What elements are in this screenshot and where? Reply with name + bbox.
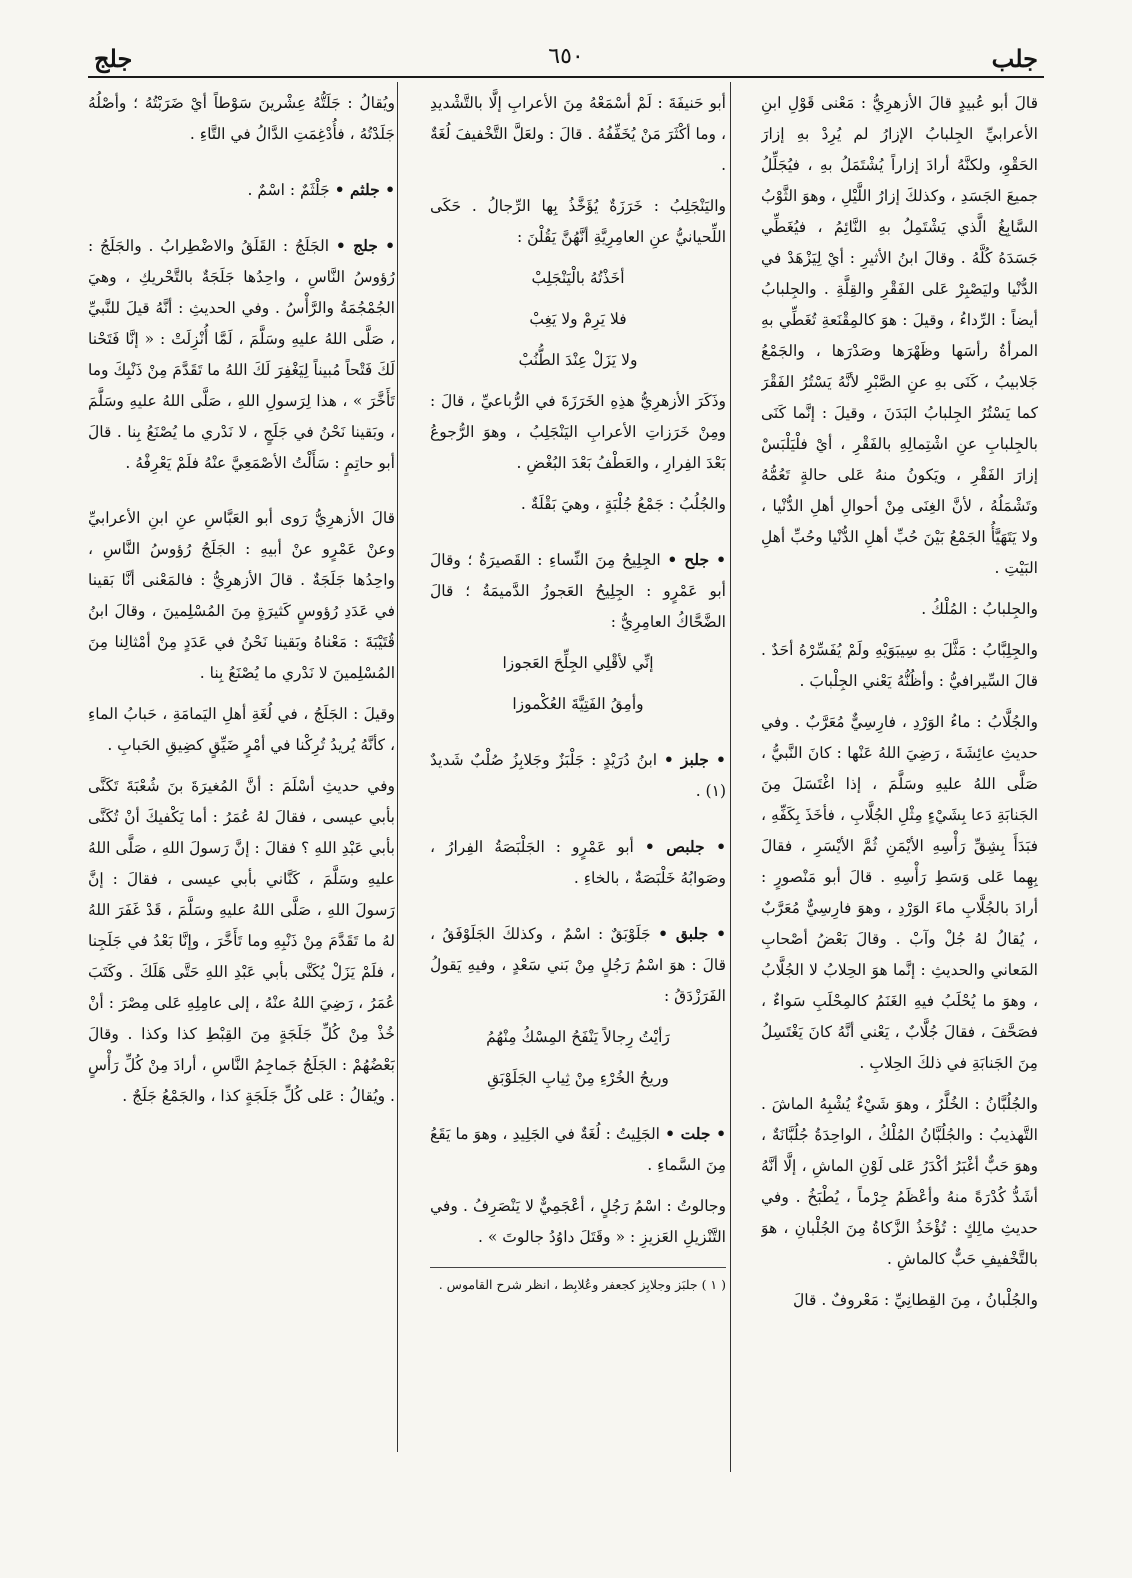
verse-line: رَأيْتُ رِجالاً يَنْفَحُ المِسْكُ مِنْهُمُ (486, 1028, 670, 1046)
footnote: ( ١ ) جلبَز وجلابِز كجعفر وعُلابِط ، انظر شرح القاموس . (430, 1267, 726, 1296)
column-middle (430, 88, 726, 1473)
entry-jlbz: • جلبز • ابنُ دُرَيْدٍ : جَلْبَزٌ وجَلابِزُ صُلْبٌ شَديدٌ (١) . (430, 750, 726, 800)
paragraph: واليَنْجَلِبُ : خَرَزَةٌ يُؤَخَّذُ بِها الرِّجالُ . حَكَى اللِّحيانيُّ عنِ العامِرِيَّةِ أنَّهُنَّ يَقُلْنَ : (430, 197, 726, 246)
running-headword-left: جلج (94, 44, 133, 73)
entry-jlbs: • جلبص • أبو عَمْرٍو : الجَلْبَصَةُ الفِرارُ ، وصَوابُهُ خَلْبَصَةٌ ، بالخاءِ . (430, 837, 726, 887)
entry-jlbq: • جلبق • جَلَوْبَقٌ : اسْمٌ ، وكذلكَ الجَلَوْفَقُ ، قالَ : هوَ اسْمُ رَجُلٍ مِنْ بَني سَعْدٍ ، وفيهِ يَقولُ الفَرَزْدَقُ : (430, 924, 726, 1005)
column-left (88, 88, 395, 1473)
entry-jlthm: • جلثم • جَلْثَمٌ : اسْمٌ . (247, 180, 395, 199)
entry-headword: • جلبص • (644, 837, 726, 856)
verse-line: ولا يَزَلْ عِنْدَ الطُّنُبْ (518, 351, 638, 369)
running-headword-right: جلب (991, 44, 1038, 73)
entry-headword: • جلت • (665, 1124, 726, 1143)
paragraph: وجالوتُ : اسْمُ رَجُلٍ ، أعْجَمِيٌّ لا يَنْصَرِفُ . وفي التَّنْزيلِ العَزيزِ : « وقَتَلَ داوُدُ جالوتَ » . (430, 1197, 726, 1246)
column-rule-left (397, 82, 398, 1452)
verse-line: إنِّي لأقْلِي الجِلِّحَ العَجوزا (502, 654, 654, 672)
verse-line: وريحُ الخُرْءِ مِنْ ثِيابِ الجَلَوْبَقِ (487, 1069, 669, 1087)
paragraph: والجُلُبُ : جَمْعُ جُلْبَةٍ ، وهيَ بَقْلَةٌ . (520, 495, 726, 513)
entry-jlt: • جلت • الجَلِيتُ : لُغَةٌ في الجَلِيدِ ، وهوَ ما يَقَعُ مِنَ السَّماءِ . (430, 1124, 726, 1174)
entry-headword: • جلبق • (658, 924, 726, 943)
paragraph: والجُلَّابُ : ماءُ الوَرْدِ ، فارِسِيٌّ مُعَرَّبٌ . وفي حديثِ عائِشَةَ ، رَضِيَ اللهُ عَنْها : كانَ النَّبيُّ ، صَلَّى اللهُ عليهِ وسَلَّمَ ، إذا اغْتَسَلَ مِنَ الجَنابَةِ دَعا بِشَيْءٍ مِثْلِ الجُلَّابِ ، فأخَذَ بِكَفِّهِ ، فبَدَأَ بِشِقِّ رَأْسِهِ الأيْمَنِ ثُمَّ الأيْسَرِ ، فقالَ بِهِما عَلى وَسَطِ رَأْسِهِ . قالَ أبو مَنْصورٍ : أرادَ بالجُلَّابِ ماءَ الوَرْدِ ، وهوَ فارِسِيٌّ مُعَرَّبٌ ، يُقالُ لهُ جُلْ وآبْ . وقالَ بَعْضُ أصْحابِ المَعاني والحديثِ : إنَّما هوَ الحِلابُ لا الجُلَّابُ ، وهوَ ما يُحْلَبُ فيهِ الغَنَمُ كالمِحْلَبِ سَواءٌ ، فصَحَّفَ ، فقالَ جُلَّابٌ ، يَعْني أنَّهُ كانَ يَغْتَسِلُ مِنَ الجَنابَةِ في ذلكَ الحِلابِ . (761, 713, 1038, 1072)
paragraph: والجُلْبانُ ، مِنَ القِطانِيِّ : مَعْروفٌ . قالَ (793, 1291, 1038, 1309)
verse-line: فلا يَرِمْ ولا يَغِبْ (529, 310, 627, 328)
paragraph: قالَ أبو عُبيدٍ قالَ الأزهرِيُّ : مَعْنى قَوْلِ ابنِ الأعرابيِّ الجِلبابُ الإزارُ لم يُرِدْ بهِ إزارَ الحَقْوِ، ولكنَّهُ أرادَ إزاراً يُشْتَمَلُ بهِ ، فيُجَلِّلُ جميعَ الجَسَدِ ، وكذلكَ إزارُ اللَّيْلِ ، وهوَ الثَّوْبُ السَّابِغُ الَّذي يَشْتَمِلُ بهِ النَّائِمُ ، فيُغَطِّي جَسَدَهُ كُلَّهُ . وقالَ ابنُ الأثيرِ : أيْ لِيَزْهَدْ في الدُّنْيا وليَصْبِرْ عَلى الفَقْرِ والقِلَّةِ . والجِلبابُ أيضاً : الرِّداءُ ، وقيلَ : هوَ كالمِقْنَعةِ تُغَطِّي بهِ المرأةُ رأسَها وظَهْرَها وصَدْرَها ، والجَمْعُ جَلابيبُ ، كَنَى بهِ عنِ الصَّبْرِ لأنَّهُ يَسْتُرُ الفَقْرَ كما يَسْتُرُ الجِلبابُ البَدَنَ ، وقيلَ : إنَّما كَنَى بالجِلبابِ عنِ اشْتِمالِهِ بالفَقْرِ ، أيْ فلْيَلْبَسْ إزارَ الفَقْرِ ، ويَكونُ منهُ عَلى حالةٍ تَعُمُّهُ وتَشْمَلُهُ ، لأنَّ الغِنَى مِنْ أحوالِ أهلِ الدُّنْيا ، ولا يَتَهَيَّأُ الجَمْعُ بَيْنَ حُبِّ أهلِ الدُّنْيا وحُبِّ أهلِ البَيْتِ . (761, 94, 1038, 577)
paragraph: ويُقالُ : جَلَتُّهُ عِشْرينَ سَوْطاً أيْ ضَرَبْتُهُ ؛ وأصْلُهُ جَلَدْتُهُ ، فأُدْغِمَتِ الدَّالُ في التَّاءِ . (88, 94, 395, 143)
verse-line: وأمِقُ الفَتِيَّةَ العُكْموزا (512, 695, 644, 713)
entry-jlj: • جلج • الجَلَجُ : القَلَقُ والاضْطِرابُ . والجَلَجُ : رُؤوسُ النَّاسِ ، واحِدُها جَلَجَةٌ بالتَّحْريكِ ، وهيَ الجُمْجُمَةُ والرَّأْسُ . وفي الحديثِ : أنَّهُ قيلَ للنَّبيِّ ، صَلَّى اللهُ عليهِ وسَلَّمَ ، لَمَّا أُنْزِلَتْ : « إنَّا فَتَحْنا لَكَ فَتْحاً مُبيناً لِيَغْفِرَ لَكَ اللهُ ما تَقَدَّمَ مِنْ ذَنْبِكَ وما تَأَخَّرَ » ، هذا لِرَسولِ اللهِ ، صَلَّى اللهُ عليهِ وسَلَّمَ ، وبَقينا نَحْنُ في جَلَجٍ ، لا نَدْري ما يُصْنَعُ بِنا . قالَ أبو حاتِمٍ : سَأَلْتُ الأصْمَعِيَّ عنْهُ فلَمْ يَعْرِفْهُ . (88, 236, 395, 472)
paragraph: والجِلبابُ : المُلْكُ . (921, 600, 1038, 618)
paragraph: والجُلُبَّانُ : الخُلَّرُ ، وهوَ شَيْءٌ يُشْبِهُ الماشَ . التَّهذيبُ : والجُلُبَّانُ المُلْكُ ، الواحِدَةُ جُلُبَّانَةٌ ، وهوَ حَبٌّ أغْبَرُ أكْدَرُ عَلى لَوْنِ الماشِ ، إلَّا أنَّهُ أشَدُّ كُدْرَةً منهُ وأعْظَمُ جِرْماً ، يُطْبَخُ . وفي حديثِ مالِكٍ : تُؤْخَذُ الزَّكاةُ مِنَ الجُلْبانِ ، هوَ بالتَّخْفيفِ حَبٌّ كالماشِ . (761, 1095, 1038, 1268)
entry-jlh: • جلح • الجِلِيحُ مِنَ النِّساءِ : القَصيرَةُ ؛ وقالَ أبو عَمْرٍو : الجِلِيحُ العَجوزُ الدَّميمَةُ ؛ قالَ الضَّحَّاكُ العامِرِيُّ : (430, 550, 726, 631)
entry-headword: • جلح • (667, 550, 726, 569)
page-number: ٦٥٠ (548, 44, 584, 69)
paragraph: والجِلِبَّابُ : مَثَّلَ بهِ سِيبَوَيْهِ ولَمْ يُفَسِّرْهُ أحَدٌ . قالَ السِّيرافيُّ : وأظُنُّهُ يَعْني الجِلْبابَ . (761, 641, 1038, 690)
column-right (761, 88, 1038, 1473)
column-rule-right (730, 82, 731, 1472)
verse-line: أخَذْتُهُ بالْيَنْجَلِبْ (531, 269, 625, 287)
paragraph: وفي حديثِ أسْلَمَ : أنَّ المُغيرَةَ بنَ شُعْبَةَ تَكَنَّى بأبي عيسى ، فقالَ لهُ عُمَرُ : أما يَكْفيكَ أنْ تُكَنَّى بأبي عَبْدِ اللهِ ؟ فقالَ : إنَّ رَسولَ اللهِ ، صَلَّى اللهُ عليهِ وسَلَّمَ ، كَنَّاني بأبي عيسى ، فقالَ : إنَّ رَسولَ اللهِ ، صَلَّى اللهُ عليهِ وسَلَّمَ ، قَدْ غَفَرَ اللهُ لهُ ما تَقَدَّمَ مِنْ ذَنْبِهِ وما تَأَخَّرَ ، وإنَّا بَعْدُ في جَلَجِنا ، فلَمْ يَزَلْ يُكَنَّى بأبي عَبْدِ اللهِ حَتَّى هَلَكَ . وكَتَبَ عُمَرُ ، رَضِيَ اللهُ عنْهُ ، إلى عامِلِهِ عَلى مِصْرَ : أنْ خُذْ مِنْ كُلِّ جَلَجَةٍ مِنَ القِبْطِ كذا وكذا . وقالَ بَعْضُهُمْ : الجَلَجُ جَماجِمُ النَّاسِ ، أرادَ مِنْ كُلِّ رَأْسٍ . ويُقالُ : عَلى كُلِّ جَلَجَةٍ كذا ، والجَمْعُ جَلَجٌ . (88, 777, 395, 1105)
page-header (88, 40, 1044, 78)
entry-headword: • جلبز • (663, 750, 726, 769)
entry-headword: • جلج • (335, 236, 395, 255)
paragraph: قالَ الأزهرِيُّ رَوى أبو العَبَّاسِ عنِ ابنِ الأعرابيِّ وعنْ عَمْرٍو عنْ أبيهِ : الجَلَجُ رُؤوسُ النَّاسِ ، واحِدُها جَلَجَةٌ . قالَ الأزهرِيُّ : فالمَعْنى أنَّا بَقينا في عَدَدِ رُؤوسٍ كَثيرَةٍ مِنَ المُسْلِمينَ ، وقالَ ابنُ قُتَيْبَةَ : مَعْناهُ وبَقينا نَحْنُ في عَدَدٍ مِنْ أمْثالِنا مِنَ المُسْلِمينَ لا نَدْري ما يُصْنَعُ بِنا . (88, 509, 395, 682)
paragraph: وقيلَ : الجَلَجُ ، في لُغَةِ أهلِ اليَمامَةِ ، حَبابُ الماءِ ، كأنَّهُ يُريدُ تُرِكْنا في أمْرٍ ضَيِّقٍ كضِيقِ الحَبابِ . (88, 705, 395, 754)
paragraph: أبو حَنيفَةَ : لَمْ أسْمَعْهُ مِنَ الأعرابِ إلَّا بالتَّشْديدِ ، وما أكْثَرَ مَنْ يُخَفِّفُهُ . قالَ : ولعَلَّ التَّخْفيفَ لُغَةٌ . (430, 94, 726, 174)
entry-headword: • جلثم • (334, 180, 395, 199)
paragraph: وذَكَرَ الأزهرِيُّ هذِهِ الخَرَزَةَ في الرُّباعيِّ ، قالَ : ومِنْ خَرَزاتِ الأعرابِ اليَنْجَلِبُ ، وهوَ الرُّجوعُ بَعْدَ الفِرارِ ، والعَطْفُ بَعْدَ البُغْضِ . (430, 392, 726, 472)
